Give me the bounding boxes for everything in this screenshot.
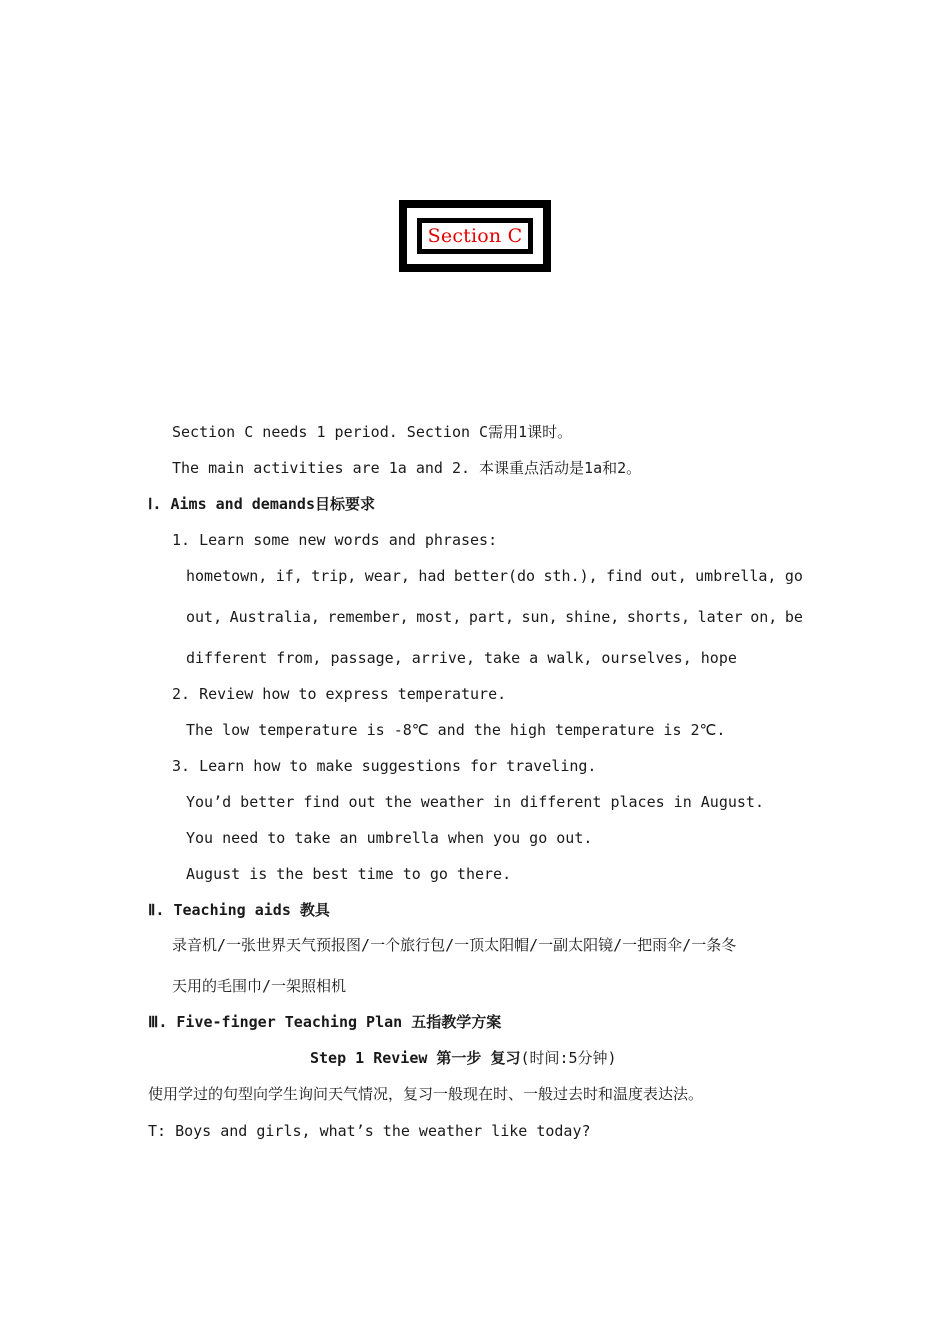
item3-label: 3. Learn how to make suggestions for traveling. [172,757,597,775]
item2-example: The low temperature is -8℃ and the high temperature is 2℃. [186,721,726,739]
section-title: Section C [427,224,523,247]
vocabulary-line-3: different from, passage, arrive, take a walk, ourselves, hope [186,649,737,667]
vocabulary-word: sth.), [543,567,598,585]
vocabulary-word: umbrella, [695,567,777,585]
intro-line-2: The main activities are 1a and 2. 本课重点活动是1a和2。 [172,459,642,477]
vocabulary-word: remember, [327,608,409,626]
vocabulary-word: go [784,567,803,585]
step1-description: 使用学过的句型向学生询问天气情况，复习一般现在时、一般过去时和温度表达法。 [148,1085,704,1103]
vocabulary-word: had [418,567,446,585]
vocabulary-word: shine, [565,608,620,626]
vocabulary-word: Australia, [229,608,320,626]
vocabulary-word: later [697,608,743,626]
item3-example-3: August is the best time to go there. [186,865,512,883]
vocabulary-word: find [606,567,643,585]
teaching-aids-line-2: 天用的毛围巾/一架照相机 [172,977,347,995]
title-frame [399,200,551,272]
vocabulary-word: better(do [453,567,536,585]
item3-example-2: You need to take an umbrella when you go out. [186,829,593,847]
vocabulary-word: part, [468,608,515,626]
vocabulary-word: on, [750,608,778,626]
vocabulary-word: out, [650,567,687,585]
title-inner-frame [417,218,533,254]
teaching-aids-line-1: 录音机/一张世界天气预报图/一个旅行包/一顶太阳帽/一副太阳镜/一把雨伞/一条冬 [172,936,737,954]
section3-heading: Ⅲ. Five-finger Teaching Plan 五指教学方案 [148,1013,502,1031]
vocabulary-line-1 [186,566,803,586]
step1-title-bold: Step 1 Review 第一步 复习 [310,1049,521,1067]
vocabulary-line-2 [186,607,803,627]
step1-time: (时间:5分钟) [520,1049,617,1067]
dialogue-line-1: T: Boys and girls, what’s the weather like today? [148,1122,591,1140]
vocabulary-word: be [784,608,803,626]
section1-heading: Ⅰ. Aims and demands目标要求 [148,495,375,513]
vocabulary-word: wear, [364,567,410,585]
step1-title [310,1048,617,1068]
vocabulary-word: out, [186,608,223,626]
item2-label: 2. Review how to express temperature. [172,685,507,703]
vocabulary-word: if, [275,567,303,585]
vocabulary-word: sun, [521,608,558,626]
vocabulary-word: shorts, [626,608,691,626]
vocabulary-word: trip, [311,567,357,585]
section2-heading: Ⅱ. Teaching aids 教具 [148,901,330,919]
item1-label: 1. Learn some new words and phrases: [172,531,498,549]
item3-example-1: You’d better find out the weather in different places in August. [186,793,764,811]
vocabulary-word: hometown, [186,567,268,585]
intro-line-1: Section C needs 1 period. Section C需用1课时。 [172,423,573,441]
vocabulary-word: most, [416,608,462,626]
